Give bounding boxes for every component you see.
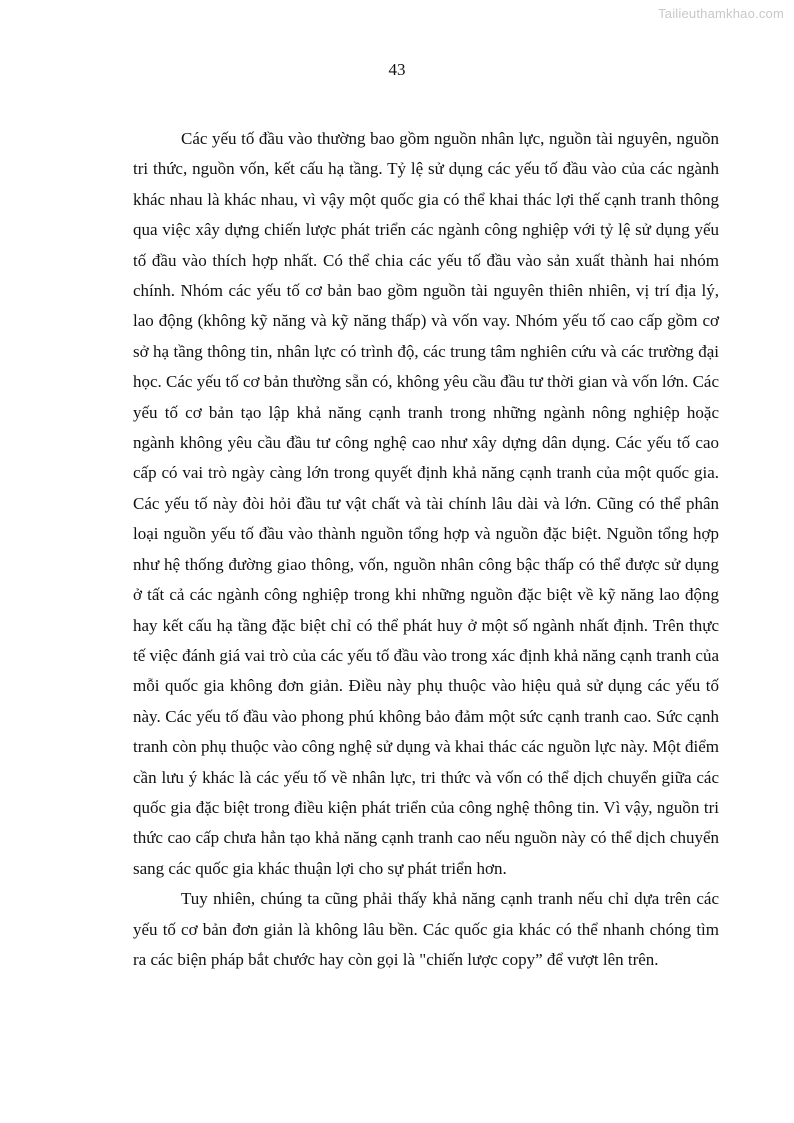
paragraph-2: Tuy nhiên, chúng ta cũng phải thấy khả năng cạnh tranh nếu chỉ dựa trên các yếu tố cơ bản đơn giản là không lâu bền. Các quốc gia khác có thể nhanh chóng tìm ra các biện pháp bắt chước hay còn gọi là "chiến lược copy” để vượt lên trên. — [133, 889, 719, 969]
paragraph-1: Các yếu tố đầu vào thường bao gồm nguồn nhân lực, nguồn tài nguyên, nguồn tri thức, nguồn vốn, kết cấu hạ tầng. Tỷ lệ sử dụng các yếu tố đầu vào của các ngành khác nhau là khác nhau, vì vậy một quốc gia có thể khai thác lợi thế cạnh tranh thông qua việc xây dựng chiến lược phát triển các ngành công nghiệp với tỷ lệ sử dụng yếu tố đầu vào thích hợp nhất. Có thể chia các yếu tố đầu vào sản xuất thành hai nhóm chính. Nhóm các yếu tố cơ bản bao gồm nguồn tài nguyên thiên nhiên, vị trí địa lý, lao động (không kỹ năng và kỹ năng thấp) và vốn vay. Nhóm yếu tố cao cấp gồm cơ sở hạ tầng thông tin, nhân lực có trình độ, các trung tâm nghiên cứu và các trường đại học. Các yếu tố cơ bản thường sẵn có, không yêu cầu đầu tư thời gian và vốn lớn. Các yếu tố cơ bản tạo lập khả năng cạnh tranh trong những ngành nông nghiệp hoặc ngành không yêu cầu đầu tư công nghệ cao như xây dựng dân dụng. Các yếu tố cao cấp có vai trò ngày càng lớn trong quyết định khả năng cạnh tranh của một quốc gia. Các yếu tố này đòi hỏi đầu tư vật chất và tài chính lâu dài và lớn. Cũng có thể phân loại nguồn yếu tố đầu vào thành nguồn tổng hợp và nguồn đặc biệt. Nguồn tổng hợp như hệ thống đường giao thông, vốn, nguồn nhân công bậc thấp có thể được sử dụng ở tất cả các ngành công nghiệp trong khi những nguồn đặc biệt về kỹ năng lao động hay kết cấu hạ tầng đặc biệt chỉ có thể phát huy ở một số ngành nhất định. Trên thực tế việc đánh giá vai trò của các yếu tố đầu vào trong xác định khả năng cạnh tranh của mỗi quốc gia không đơn giản. Điều này phụ thuộc vào hiệu quả sử dụng các yếu tố này. Các yếu tố đầu vào phong phú không bảo đảm một sức cạnh tranh cao. Sức cạnh tranh còn phụ thuộc vào công nghệ sử dụng và khai thác các nguồn lực này. Một điểm cần lưu ý khác là các yếu tố về nhân lực, tri thức và vốn có thể dịch chuyển giữa các quốc gia đặc biệt trong điều kiện phát triển của công nghệ thông tin. Vì vậy, nguồn tri thức cao cấp chưa hẳn tạo khả năng cạnh tranh cao nếu nguồn này có thể dịch chuyển sang các quốc gia khác thuận lợi cho sự phát triển hơn. — [133, 129, 719, 878]
document-body — [133, 124, 719, 975]
watermark-text: Tailieuthamkhao.com — [658, 6, 784, 21]
page-number: 43 — [388, 60, 406, 79]
